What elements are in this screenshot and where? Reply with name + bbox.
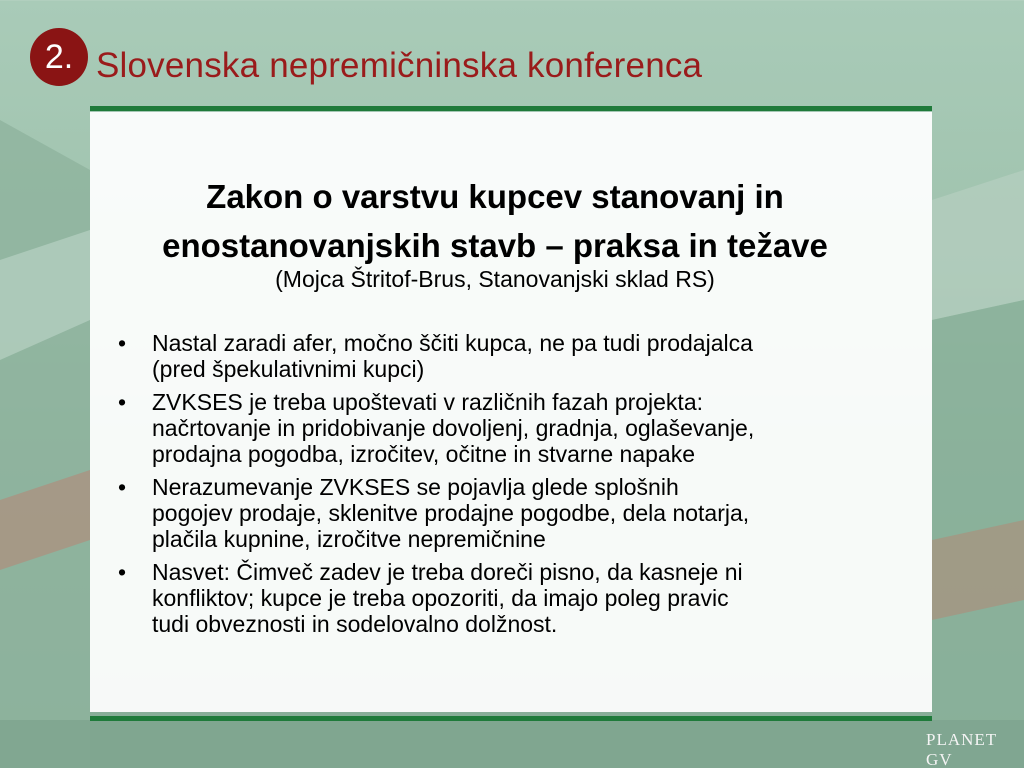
badge-number: 2. bbox=[44, 38, 74, 76]
bullet-icon: • bbox=[118, 559, 127, 585]
planet-gv-logo: PLANET GV bbox=[926, 730, 997, 769]
bullet-line: (pred špekulativnimi kupci) bbox=[152, 356, 425, 382]
content-panel bbox=[90, 112, 932, 712]
bullet-line: Nastal zaradi afer, močno ščiti kupca, ne pa tudi prodajalca bbox=[152, 330, 753, 356]
bullet-line: konfliktov; kupce je treba opozoriti, da imajo poleg pravic bbox=[152, 585, 729, 611]
bullet-line: tudi obveznosti in sodelovalno dolžnost. bbox=[152, 611, 558, 637]
list-item bbox=[110, 559, 910, 637]
list-item bbox=[110, 330, 910, 382]
bullet-icon: • bbox=[118, 474, 127, 500]
bottom-divider bbox=[90, 716, 932, 721]
bullet-list bbox=[110, 330, 910, 644]
conference-number-badge bbox=[30, 28, 88, 86]
bullet-line: načrtovanje in pridobivanje dovoljenj, gradnja, oglaševanje, bbox=[152, 415, 755, 441]
bullet-icon: • bbox=[118, 389, 127, 415]
bullet-line: plačila kupnine, izročitve nepremičnine bbox=[152, 526, 546, 552]
conference-title: Slovenska nepremičninska konferenca bbox=[96, 46, 703, 85]
bullet-icon: • bbox=[118, 330, 127, 356]
slide-author: (Mojca Štritof-Brus, Stanovanjski sklad RS) bbox=[275, 266, 715, 292]
bullet-line: Nerazumevanje ZVKSES se pojavlja glede splošnih bbox=[152, 474, 679, 500]
top-divider bbox=[90, 106, 932, 111]
bullet-line: ZVKSES je treba upoštevati v različnih fazah projekta: bbox=[152, 389, 704, 415]
bullet-line: Nasvet: Čimveč zadev je treba doreči pisno, da kasneje ni bbox=[152, 559, 743, 585]
list-item bbox=[110, 474, 910, 552]
slide-title-line-1: Zakon o varstvu kupcev stanovanj in bbox=[206, 178, 784, 215]
list-item bbox=[110, 389, 910, 467]
slide-title-line-2: enostanovanjskih stavb – praksa in težave bbox=[162, 227, 828, 264]
bullet-line: prodajna pogodba, izročitev, očitne in stvarne napake bbox=[152, 441, 695, 467]
bullet-line: pogojev prodaje, sklenitve prodajne pogodbe, dela notarja, bbox=[152, 500, 750, 526]
slide-title bbox=[90, 172, 900, 270]
